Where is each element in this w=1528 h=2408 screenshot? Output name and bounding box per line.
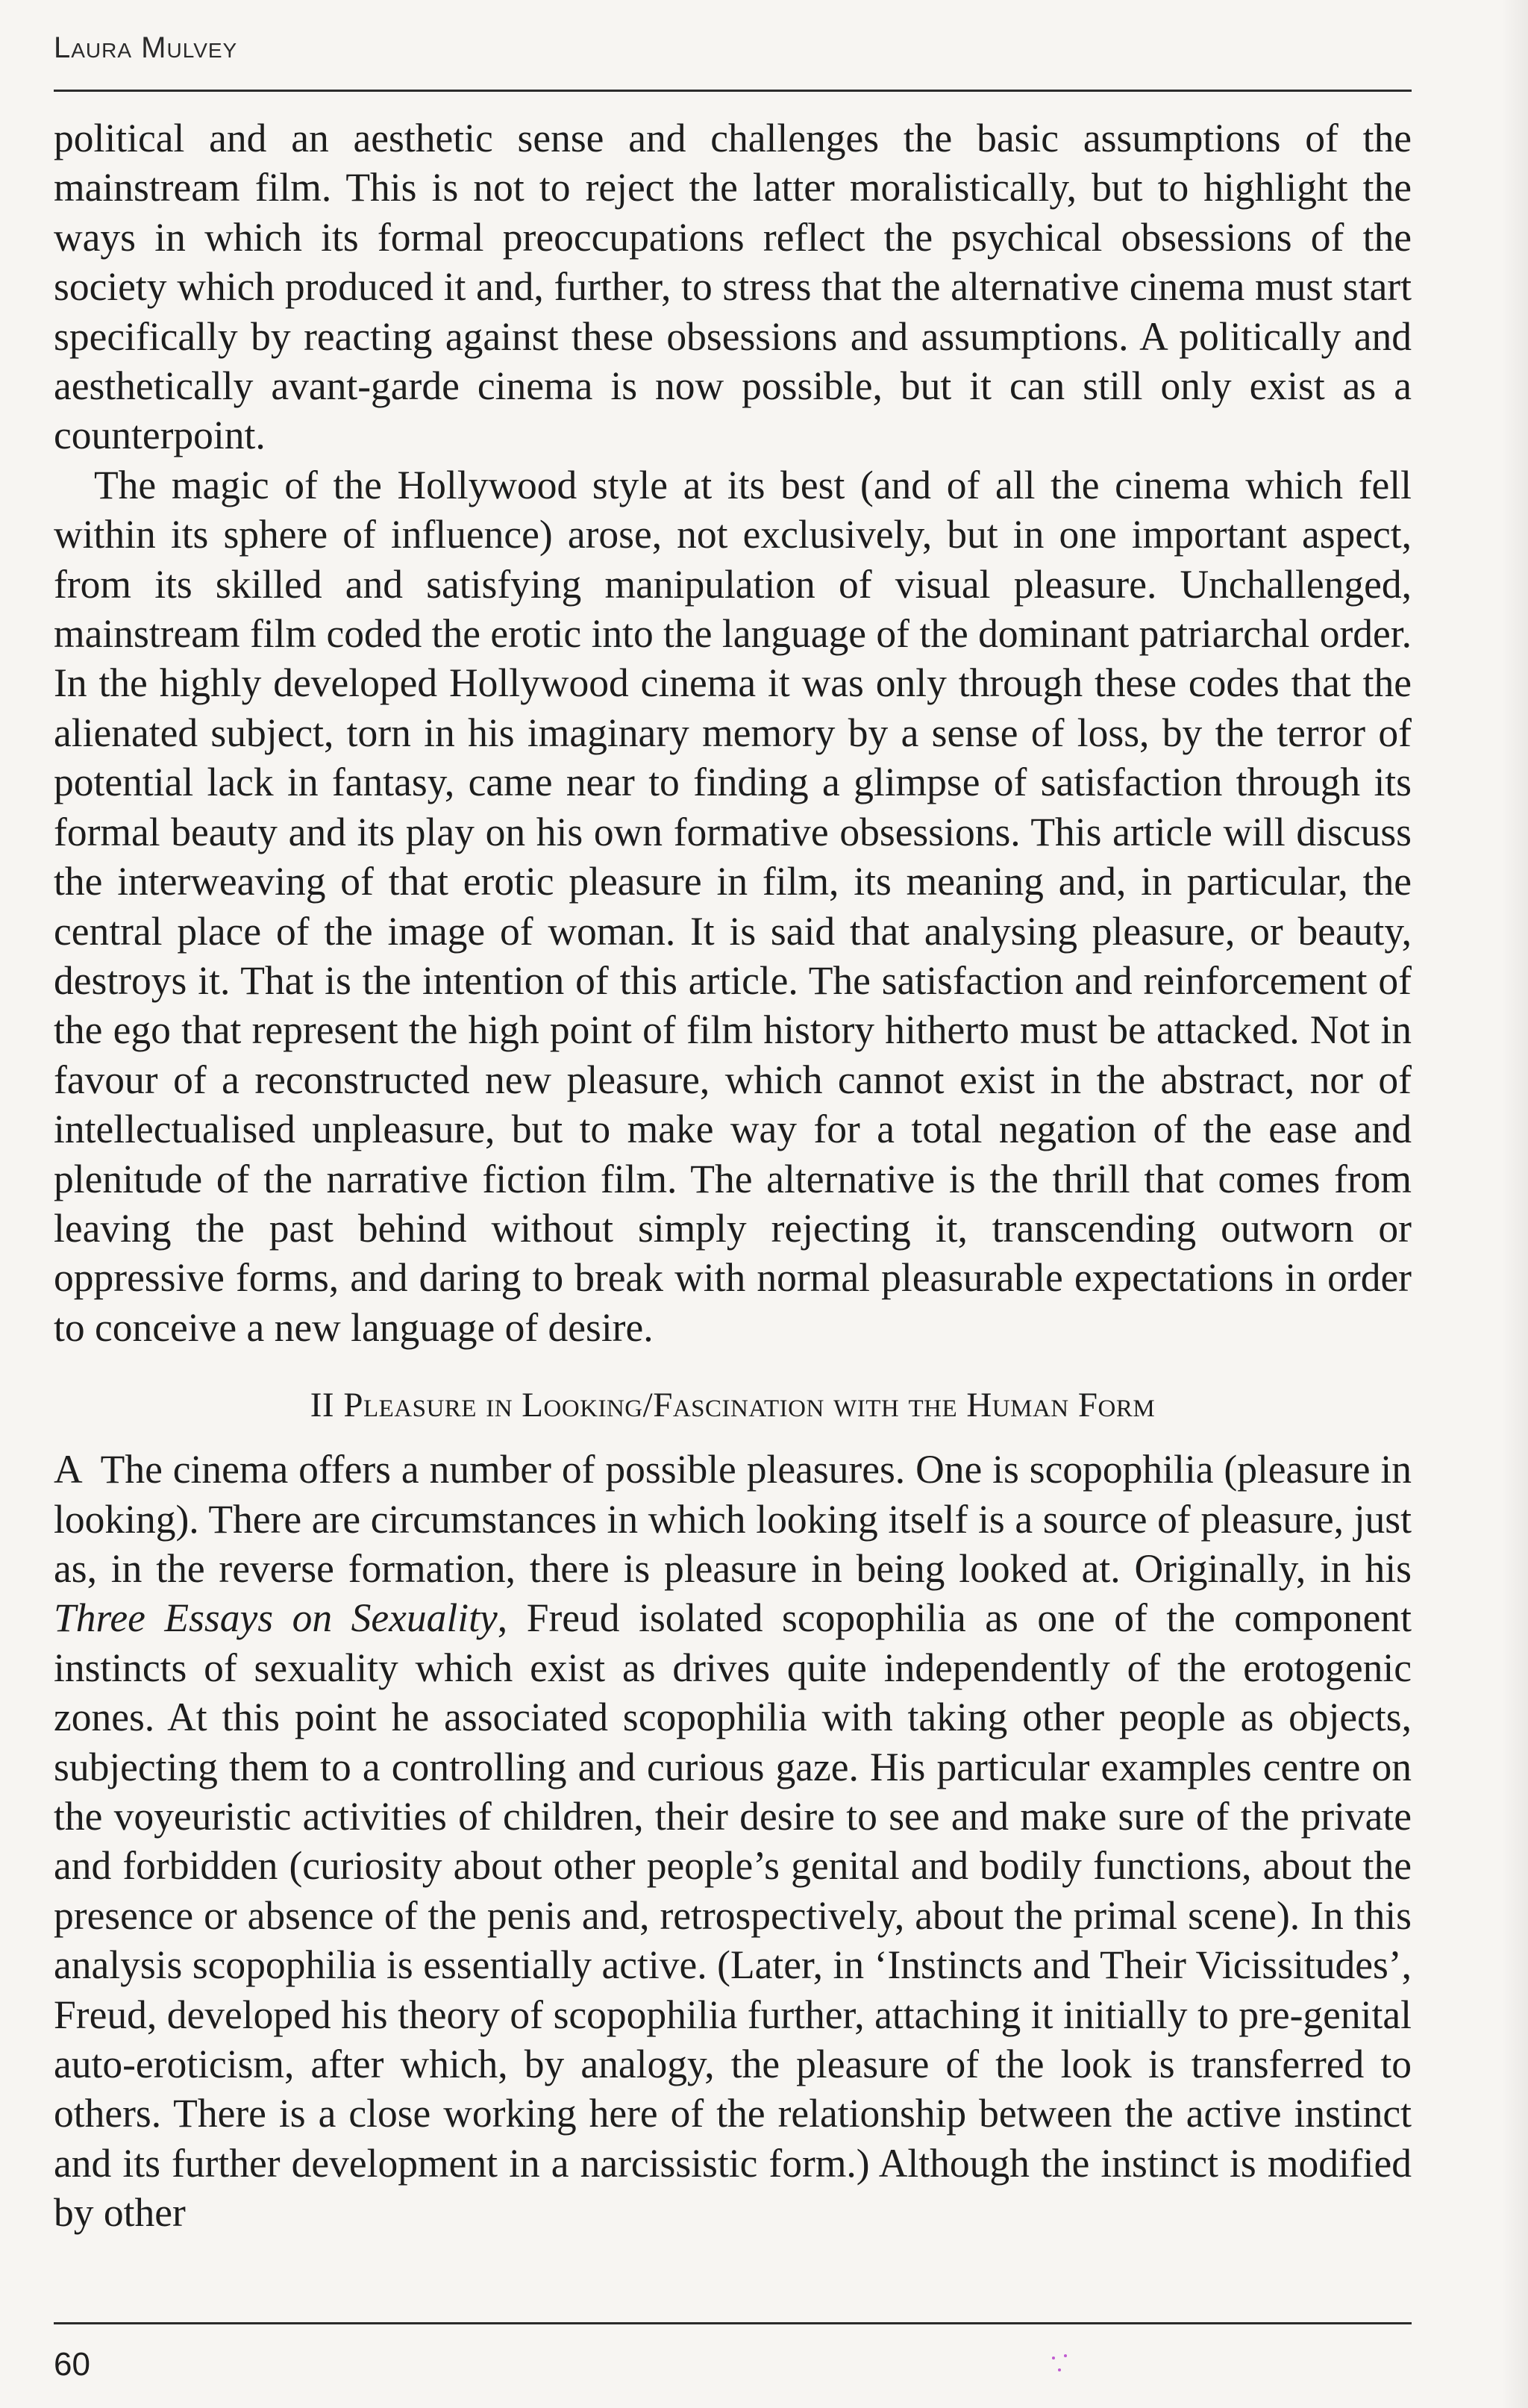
paragraph-1: political and an aesthetic sense and challenges the basic assumptions of the mainstream film. This is not to reject the latter moralistically, but to highlight the ways in which its formal preoccupations reflect the psychical obsessions of the society which produced it and, further, to stress that the alternative cinema must start specifically by reacting against these obsessions and assumptions. A politically and aesthetically avant-garde cinema is now possible, but it can still only exist as a counterpoint. [54,116,1412,458]
section-heading: II Pleasure in Looking/Fascination with the Human Form [310,1386,1156,1425]
page-edge-shadow [1501,0,1528,2408]
footer-rule [54,2322,1412,2324]
subsection-letter: A [54,1447,83,1492]
book-title: Three Essays on Sexuality [54,1595,498,1641]
header-rule [54,90,1412,92]
page-number: 60 [54,2346,90,2383]
paragraph-3-text-a: The cinema offers a number of possible pleasures. One is scopophilia (pleasure in looking). There are circumstances in which looking itself is a source of pleasure, just as, in the reverse formation, there is pleasure in being looked at. Originally, in his [54,1447,1412,1591]
ink-speck-mark [1049,2352,1071,2374]
paragraph-3 [54,1445,1412,2238]
running-head: Laura Mulvey [54,31,238,64]
paragraph-2: The magic of the Hollywood style at its best (and of all the cinema which fell within its sphere of influence) arose, not exclusively, but in one important aspect, from its skilled and satisfying manipulation of visual pleasure. Unchallenged, mainstream film coded the erotic into the language of the dominant patriarchal order. In the highly developed Hollywood cinema it was only through these codes that the alienated subject, torn in his imaginary memory by a sense of loss, by the terror of potential lack in fantasy, came near to finding a glimpse of satisfaction through its formal beauty and its play on his own formative obsessions. This article will discuss the interweaving of that erotic pleasure in film, its meaning and, in particular, the central place of the image of woman. It is said that analysing pleasure, or beauty, destroys it. That is the intention of this article. The satisfaction and reinforcement of the ego that represent the high point of film history hitherto must be attacked. Not in favour of a reconstructed new pleasure, which cannot exist in the abstract, nor of intellectualised unpleasure, but to make way for a total negation of the ease and plenitude of the narrative fiction film. The alternative is the thrill that comes from leaving the past behind without simply rejecting it, transcending outworn or oppressive forms, and daring to break with normal pleasurable expectations in order to conceive a new language of desire. [54,462,1412,1350]
paragraph-3-text-b: , Freud isolated scopophilia as one of the component instincts of sexuality which exist as drives quite independently of the erotogenic zones. At this point he associated scopophilia with taking other people as objects, subjecting them to a controlling and curious gaze. His particular examples centre on the voyeuristic activities of children, their desire to see and make sure of the private and forbidden (curiosity about other people’s genital and bodily functions, about the presence or absence of the penis and, retrospectively, about the primal scene). In this analysis scopophilia is essentially active. (Later, in ‘Instincts and Their Vicissitudes’, Freud, developed his theory of scopophilia further, attaching it initially to pre-genital auto-eroticism, after which, by analogy, the pleasure of the look is transferred to others. There is a close working here of the relationship between the active instinct and its further development in a narcissistic form.) Although the instinct is modified by other [54,1595,1412,2236]
body-text [54,113,1412,2238]
